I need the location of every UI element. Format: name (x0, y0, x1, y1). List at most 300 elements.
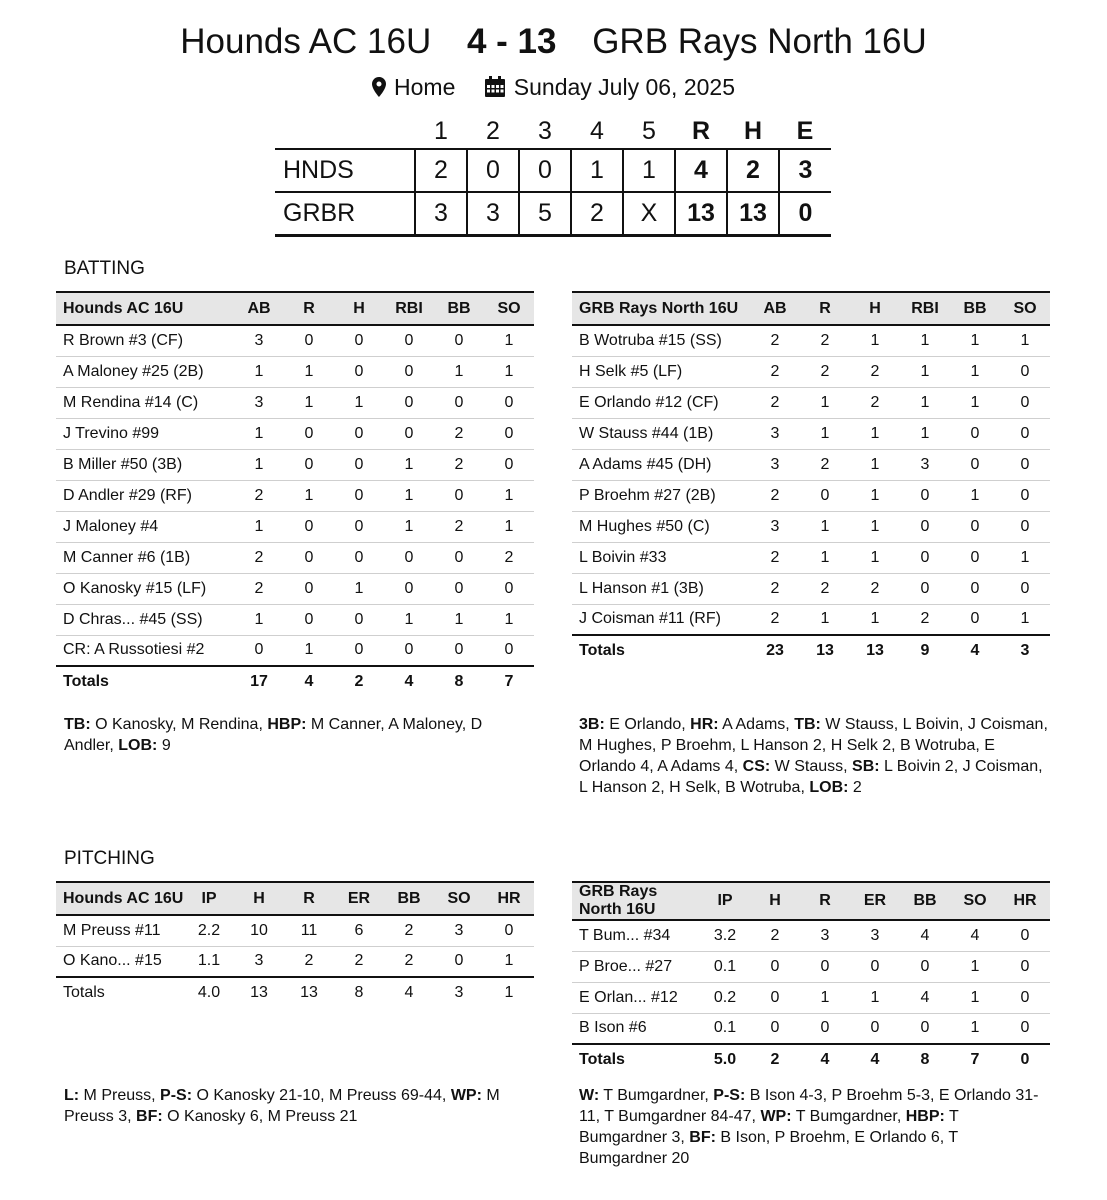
stat-cell: 0.1 (700, 951, 750, 982)
stat-cell: 2 (750, 325, 800, 356)
column-header: AB (750, 292, 800, 325)
pitching-section-label: PITCHING (64, 848, 155, 869)
note-text: W Stauss, (770, 758, 853, 775)
stat-cell: 0 (950, 418, 1000, 449)
inning-cell: 3 (415, 192, 467, 235)
stat-cell: 0 (284, 449, 334, 480)
totals-cell: 0 (1000, 1044, 1050, 1075)
stat-cell: 0 (334, 542, 384, 573)
stat-cell: 2 (850, 573, 900, 604)
totals-cell: 3 (434, 977, 484, 1008)
stat-cell: 10 (234, 915, 284, 946)
stat-cell: 3 (750, 449, 800, 480)
totals-cell: 4 (850, 1044, 900, 1075)
column-header: AB (234, 292, 284, 325)
stat-cell: 0 (1000, 449, 1050, 480)
stat-cell: 2 (234, 480, 284, 511)
note-text: O Kanosky, M Rendina, (90, 716, 268, 733)
linescore-header: 4 (590, 117, 604, 145)
table-row (56, 418, 534, 449)
table-row (56, 449, 534, 480)
stat-cell: 2 (750, 480, 800, 511)
stat-cell: 1 (800, 511, 850, 542)
inning-cell: 2 (571, 192, 623, 235)
stat-cell: 3 (234, 387, 284, 418)
stat-cell: 3 (234, 325, 284, 356)
table-header-row (572, 882, 1050, 920)
table-row (56, 915, 534, 946)
player-name: E Orlando #12 (CF) (572, 387, 750, 418)
inning-cell: 2 (415, 149, 467, 192)
totals-cell: 7 (484, 666, 534, 697)
player-name: M Hughes #50 (C) (572, 511, 750, 542)
player-name: T Bum... #34 (572, 920, 700, 951)
stat-cell: 0 (384, 418, 434, 449)
note-text: T Bumgardner, (599, 1087, 714, 1104)
stat-cell: 1 (334, 573, 384, 604)
stat-cell: 0.1 (713, 1019, 737, 1037)
column-header: BB (384, 882, 434, 915)
linescore-header: H (743, 117, 763, 145)
note-label: P-S: (713, 1087, 746, 1104)
stat-cell: 1 (850, 449, 900, 480)
stat-cell: 1 (820, 610, 830, 628)
note-label: HR: (690, 716, 719, 733)
team-header: GRB Rays North 16U (572, 882, 700, 920)
stat-cell: 0 (1000, 511, 1050, 542)
note-label: TB: (64, 716, 91, 733)
stat-cell: 2 (304, 952, 314, 970)
home-pitching-table (572, 881, 1050, 1075)
stat-cell: 0 (770, 1019, 780, 1037)
game-header (0, 22, 1107, 62)
note-label: P-S: (160, 1087, 193, 1104)
note-text: W Stauss, L Boivin, J Coisman, M Hughes, P Broehm, L Hanson 2, H Selk 2, B Wotruba, E Orlando 4, A Adams 4, (579, 716, 1048, 775)
note-text: B Ison 4-3, P Broehm 5-3, E Orlando 31-11, T Bumgardner 84-47, (579, 1087, 1039, 1125)
stat-cell: 0 (1000, 982, 1050, 1013)
player-name: R Brown #3 (CF) (56, 325, 234, 356)
note-label: WP: (760, 1108, 792, 1125)
home-team-name: GRB Rays North 16U (592, 22, 927, 61)
table-header-row (56, 292, 534, 325)
inning-cell: 0 (467, 149, 519, 192)
totals-label: Totals (56, 666, 234, 697)
stat-cell: 1 (850, 418, 900, 449)
column-header: HR (1000, 882, 1050, 920)
note-label: W: (579, 1087, 600, 1104)
game-info (0, 74, 1107, 101)
stat-cell: 0 (820, 1019, 830, 1037)
stat-cell: 2 (850, 387, 900, 418)
stat-cell: 1 (334, 387, 384, 418)
table-row (56, 480, 534, 511)
note-text: T Bumgardner 3, (579, 1108, 959, 1146)
stat-cell: 1 (950, 480, 1000, 511)
stat-cell: 0 (384, 325, 434, 356)
totals-cell: 8 (434, 666, 484, 697)
player-name: D Chras... #45 (SS) (56, 604, 234, 635)
totals-label: Totals (56, 977, 184, 1008)
stat-cell: 1 (900, 387, 950, 418)
stat-cell: 0 (950, 542, 1000, 573)
linescore-header: 5 (642, 117, 656, 145)
table-row (572, 604, 1050, 635)
player-name: M Preuss #11 (56, 915, 184, 946)
note-label: BF: (136, 1108, 163, 1125)
stat-cell: 1 (284, 356, 334, 387)
table-row (572, 542, 1050, 573)
totals-cell: 13 (850, 635, 900, 666)
stat-cell: 0 (284, 573, 334, 604)
note-label: TB: (794, 716, 821, 733)
note-text: E Orlando, (604, 716, 691, 733)
table-row (572, 449, 1050, 480)
table-row (572, 387, 1050, 418)
note-text: O Kanosky 21-10, M Preuss 69-44, (192, 1087, 451, 1104)
stat-cell: 1 (484, 480, 534, 511)
stat-cell: 1 (950, 951, 1000, 982)
stat-cell: 0 (900, 542, 950, 573)
inning-cell: 5 (519, 192, 571, 235)
column-header: R (800, 882, 850, 920)
stat-cell: 0 (1020, 1019, 1030, 1037)
player-name: A Adams #45 (DH) (572, 449, 750, 480)
totals-cell: 9 (900, 635, 950, 666)
table-row (56, 604, 534, 635)
totals-cell: 13 (234, 977, 284, 1008)
table-row (572, 1013, 1050, 1044)
errors-cell: 3 (779, 149, 831, 192)
totals-cell: 2 (334, 666, 384, 697)
stat-cell: 0 (434, 325, 484, 356)
totals-cell: 8 (334, 977, 384, 1008)
note-label: HBP: (267, 716, 307, 733)
note-label: HBP: (905, 1108, 945, 1125)
column-header: SO (434, 882, 484, 915)
stat-cell: 0 (434, 573, 484, 604)
player-name: W Stauss #44 (1B) (572, 418, 750, 449)
linescore-header: 2 (486, 117, 500, 145)
hits-cell: 13 (727, 192, 779, 235)
note-label: SB: (852, 758, 880, 775)
stat-cell: 0 (434, 387, 484, 418)
home-batting-notes (579, 714, 1049, 798)
table-row (56, 542, 534, 573)
stat-cell: 0 (384, 356, 434, 387)
stat-cell: 0 (484, 573, 534, 604)
stat-cell: 0 (1000, 356, 1050, 387)
stat-cell: 2 (434, 449, 484, 480)
totals-cell: 4 (800, 1044, 850, 1075)
note-label: CS: (742, 758, 771, 775)
stat-cell: 1 (384, 604, 434, 635)
totals-cell: 4 (950, 635, 1000, 666)
stat-cell: 1 (484, 511, 534, 542)
totals-cell: 7 (950, 1044, 1000, 1075)
stat-cell: 0 (1000, 573, 1050, 604)
column-header: SO (1000, 292, 1050, 325)
stat-cell: 1 (950, 982, 1000, 1013)
stat-cell: 1 (870, 610, 880, 628)
column-header: ER (334, 882, 384, 915)
column-header: R (800, 292, 850, 325)
note-label: BF: (689, 1129, 716, 1146)
table-row (572, 418, 1050, 449)
errors-cell: 0 (779, 192, 831, 235)
linescore-team: HNDS (283, 156, 354, 184)
team-header: Hounds AC 16U (56, 882, 184, 915)
totals-label: Totals (572, 635, 750, 666)
column-header: BB (950, 292, 1000, 325)
table-row (572, 982, 1050, 1013)
stat-cell: 1 (384, 480, 434, 511)
stat-cell: 0 (900, 573, 950, 604)
stat-cell: 0 (950, 573, 1000, 604)
stat-cell: 2 (434, 418, 484, 449)
totals-row (56, 977, 534, 1008)
stat-cell: 0 (454, 952, 464, 970)
table-row (56, 325, 534, 356)
stat-cell: 1 (1000, 542, 1050, 573)
column-header: H (334, 292, 384, 325)
note-text: M Preuss, (79, 1087, 161, 1104)
stat-cell: 0 (384, 387, 434, 418)
inning-cell: 0 (519, 149, 571, 192)
stat-cell: 0.2 (700, 982, 750, 1013)
stat-cell: 3 (750, 418, 800, 449)
runs-cell: 4 (675, 149, 727, 192)
stat-cell: 1 (304, 641, 314, 659)
stat-cell: 0 (434, 542, 484, 573)
totals-cell: 4.0 (184, 977, 234, 1008)
stat-cell: 2 (800, 325, 850, 356)
stat-cell: 0 (1000, 480, 1050, 511)
stat-cell: 3 (750, 511, 800, 542)
column-header: RBI (384, 292, 434, 325)
stat-cell: 2 (850, 356, 900, 387)
stat-cell: 2 (800, 449, 850, 480)
stat-cell: 1 (900, 325, 950, 356)
player-name: J Trevino #99 (56, 418, 234, 449)
note-text: 9 (157, 737, 171, 754)
stat-cell: 2 (770, 610, 780, 628)
away-pitching-table (56, 881, 534, 1008)
note-text: T Bumgardner, (791, 1108, 906, 1125)
totals-cell: 13 (800, 635, 850, 666)
table-header-row (56, 882, 534, 915)
stat-cell: 1 (950, 387, 1000, 418)
stat-cell: 2 (234, 573, 284, 604)
stat-cell: 1.1 (197, 952, 221, 970)
player-name: B Wotruba #15 (SS) (572, 325, 750, 356)
stat-cell: 4 (900, 982, 950, 1013)
linescore-header: 3 (538, 117, 552, 145)
note-text: O Kanosky 6, M Preuss 21 (162, 1108, 358, 1125)
home-batting-table (572, 291, 1050, 666)
linescore-team: GRBR (283, 198, 356, 227)
stat-cell: 0 (284, 325, 334, 356)
stat-cell: 1 (800, 542, 850, 573)
table-row (56, 387, 534, 418)
stat-cell: 1 (504, 952, 514, 970)
stat-cell: 0 (800, 951, 850, 982)
linescore-header: 1 (434, 117, 448, 145)
note-label: L: (64, 1087, 80, 1104)
totals-cell: 23 (750, 635, 800, 666)
stat-cell: 0 (484, 915, 534, 946)
location-pin-icon (372, 77, 386, 97)
player-name: L Hanson #1 (3B) (572, 573, 750, 604)
stat-cell: 0 (800, 480, 850, 511)
table-row (56, 573, 534, 604)
stat-cell: 2 (234, 542, 284, 573)
column-header: R (284, 882, 334, 915)
totals-cell: 8 (900, 1044, 950, 1075)
column-header: BB (900, 882, 950, 920)
game-location: Home (394, 74, 456, 100)
column-header: BB (434, 292, 484, 325)
stat-cell: 1 (234, 356, 284, 387)
table-row (56, 635, 534, 666)
stat-cell: 0 (334, 356, 384, 387)
stat-cell: 1 (234, 449, 284, 480)
stat-cell: 1 (484, 356, 534, 387)
stat-cell: 4 (950, 920, 1000, 951)
stat-cell: 1 (1000, 325, 1050, 356)
player-name: M Canner #6 (1B) (56, 542, 234, 573)
stat-cell: 1 (384, 449, 434, 480)
note-label: WP: (450, 1087, 482, 1104)
stat-cell: 2 (750, 356, 800, 387)
stat-cell: 2 (750, 573, 800, 604)
stat-cell: 1 (970, 1019, 980, 1037)
totals-cell: 13 (284, 977, 334, 1008)
totals-row (56, 666, 534, 697)
stat-cell: 1 (850, 542, 900, 573)
stat-cell: 0 (284, 542, 334, 573)
stat-cell: 1 (1020, 610, 1030, 628)
column-header: R (284, 292, 334, 325)
inning-cell: 1 (623, 149, 675, 192)
stat-cell: 3 (800, 920, 850, 951)
table-row (572, 480, 1050, 511)
column-header: H (234, 882, 284, 915)
stat-cell: 2 (750, 920, 800, 951)
stat-cell: 2 (750, 542, 800, 573)
player-name: O Kano... #15 (63, 952, 162, 970)
stat-cell: 0 (334, 418, 384, 449)
stat-cell: 2 (384, 915, 434, 946)
stat-cell: 0 (354, 641, 364, 659)
stat-cell: 1 (284, 480, 334, 511)
table-row (572, 951, 1050, 982)
stat-cell: 2.2 (184, 915, 234, 946)
stat-cell: 3 (434, 915, 484, 946)
linescore-table (275, 115, 831, 237)
totals-cell: 2 (750, 1044, 800, 1075)
away-batting-table (56, 291, 534, 697)
stat-cell: 0 (284, 604, 334, 635)
stat-cell: 0 (334, 480, 384, 511)
stat-cell: 4 (900, 920, 950, 951)
stat-cell: 2 (750, 387, 800, 418)
stat-cell: 0 (334, 511, 384, 542)
player-name: B Ison #6 (579, 1019, 647, 1037)
stat-cell: 0 (1000, 951, 1050, 982)
note-text: L Boivin 2, J Coisman, L Hanson 2, H Selk, B Wotruba, (579, 758, 1043, 796)
totals-cell: 5.0 (700, 1044, 750, 1075)
totals-cell: 3 (1000, 635, 1050, 666)
stat-cell: 0 (870, 1019, 880, 1037)
player-name: CR: A Russotiesi #2 (63, 641, 205, 659)
stat-cell: 6 (334, 915, 384, 946)
stat-cell: 1 (800, 418, 850, 449)
hits-cell: 2 (727, 149, 779, 192)
column-header: SO (950, 882, 1000, 920)
table-row (572, 920, 1050, 951)
column-header: SO (484, 292, 534, 325)
totals-row (572, 1044, 1050, 1075)
linescore-header: E (796, 117, 814, 145)
stat-cell: 0 (970, 610, 980, 628)
stat-cell: 3.2 (700, 920, 750, 951)
player-name: B Miller #50 (3B) (56, 449, 234, 480)
player-name: E Orlan... #12 (572, 982, 700, 1013)
inning-cell: 1 (571, 149, 623, 192)
stat-cell: 2 (484, 542, 534, 573)
away-pitching-notes (64, 1085, 534, 1127)
player-name: O Kanosky #15 (LF) (56, 573, 234, 604)
stat-cell: 0 (900, 480, 950, 511)
column-header: RBI (900, 292, 950, 325)
stat-cell: 2 (920, 610, 930, 628)
stat-cell: 0 (1000, 387, 1050, 418)
table-row (56, 511, 534, 542)
stat-cell: 0 (334, 325, 384, 356)
inning-cell: 3 (467, 192, 519, 235)
player-name: J Maloney #4 (56, 511, 234, 542)
stat-cell: 0 (900, 511, 950, 542)
linescore-row (275, 149, 831, 192)
totals-cell: 17 (234, 666, 284, 697)
column-header: HR (484, 882, 534, 915)
totals-cell: 4 (384, 977, 434, 1008)
stat-cell: 1 (800, 387, 850, 418)
table-row (56, 356, 534, 387)
stat-cell: 0 (750, 951, 800, 982)
calendar-icon (484, 76, 506, 98)
totals-label: Totals (572, 1044, 700, 1075)
stat-cell: 0 (850, 951, 900, 982)
stat-cell: 0 (484, 449, 534, 480)
stat-cell: 3 (254, 952, 264, 970)
totals-cell: 1 (484, 977, 534, 1008)
player-name: L Boivin #33 (572, 542, 750, 573)
stat-cell: 1 (950, 325, 1000, 356)
stat-cell: 2 (800, 356, 850, 387)
stat-cell: 0 (1000, 920, 1050, 951)
away-team-name: Hounds AC 16U (180, 22, 432, 61)
column-header: IP (184, 882, 234, 915)
runs-cell: 13 (675, 192, 727, 235)
note-text: M Canner, A Maloney, D Andler, (64, 716, 483, 754)
game-date: Sunday July 06, 2025 (513, 74, 735, 100)
stat-cell: 1 (284, 387, 334, 418)
stat-cell: 0 (254, 641, 264, 659)
column-header: IP (700, 882, 750, 920)
player-name: A Maloney #25 (2B) (56, 356, 234, 387)
stat-cell: 0 (434, 480, 484, 511)
